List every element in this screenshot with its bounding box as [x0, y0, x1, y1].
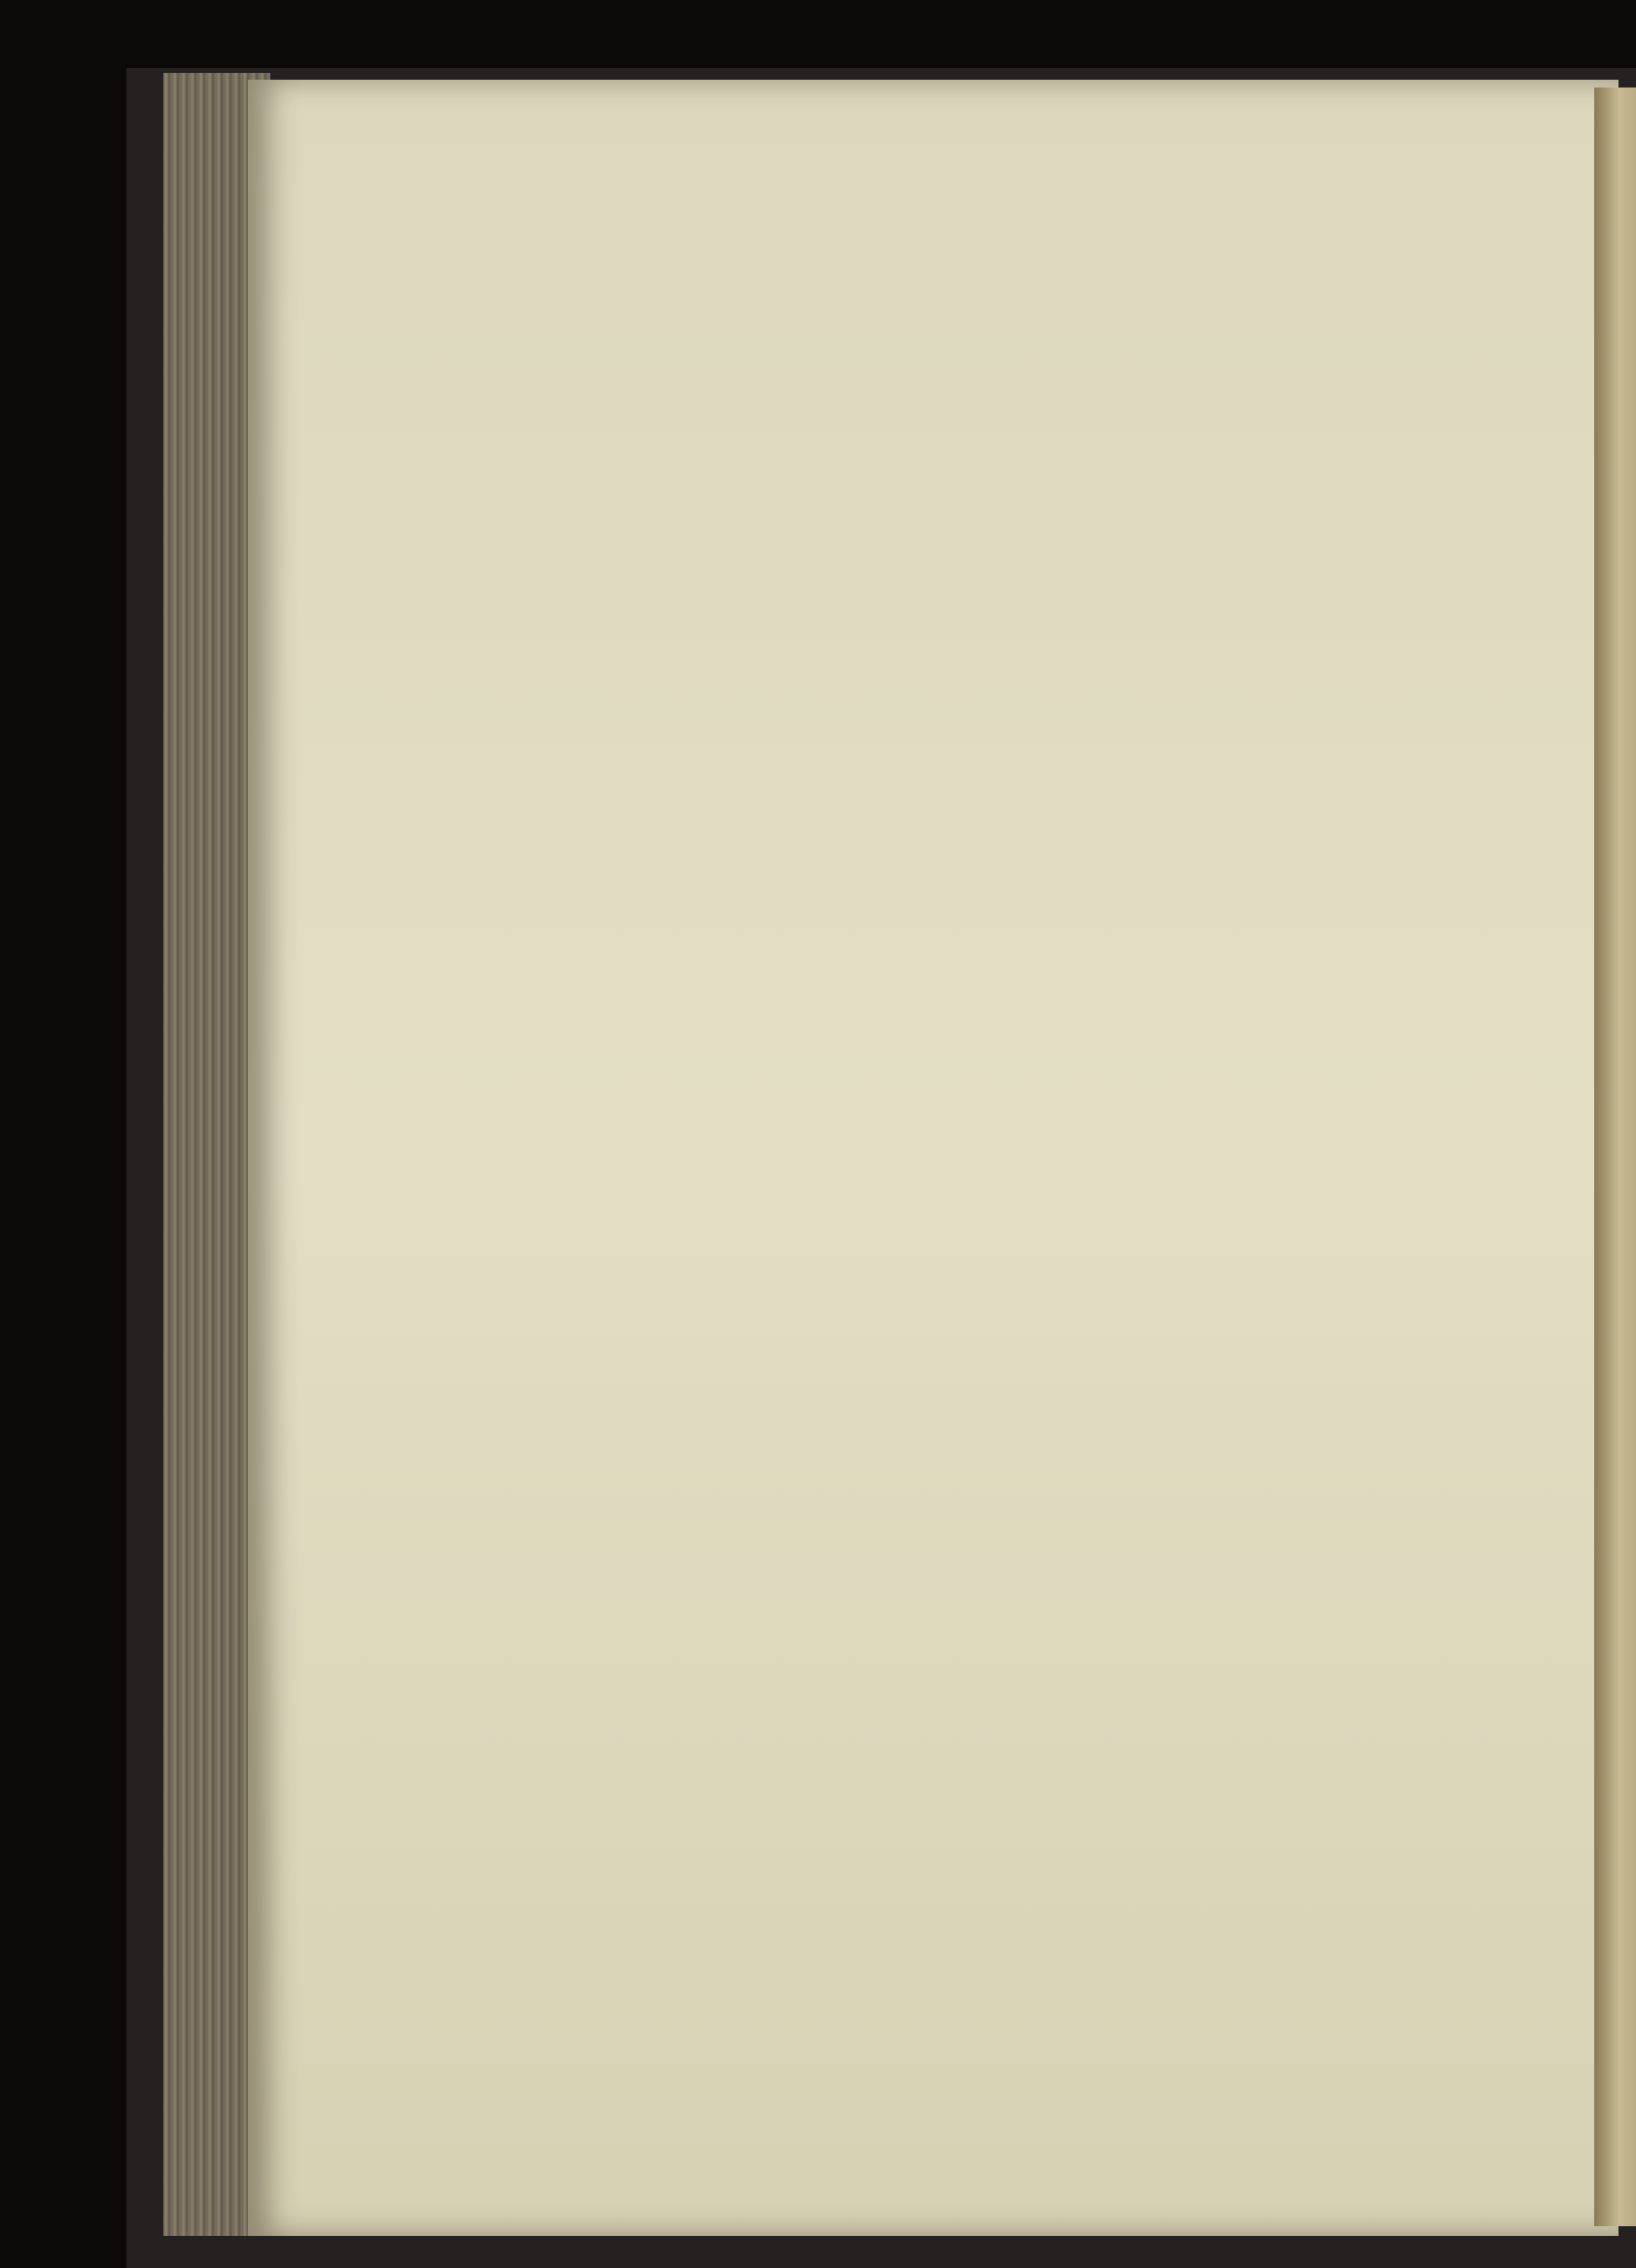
page-header [452, 187, 1305, 245]
